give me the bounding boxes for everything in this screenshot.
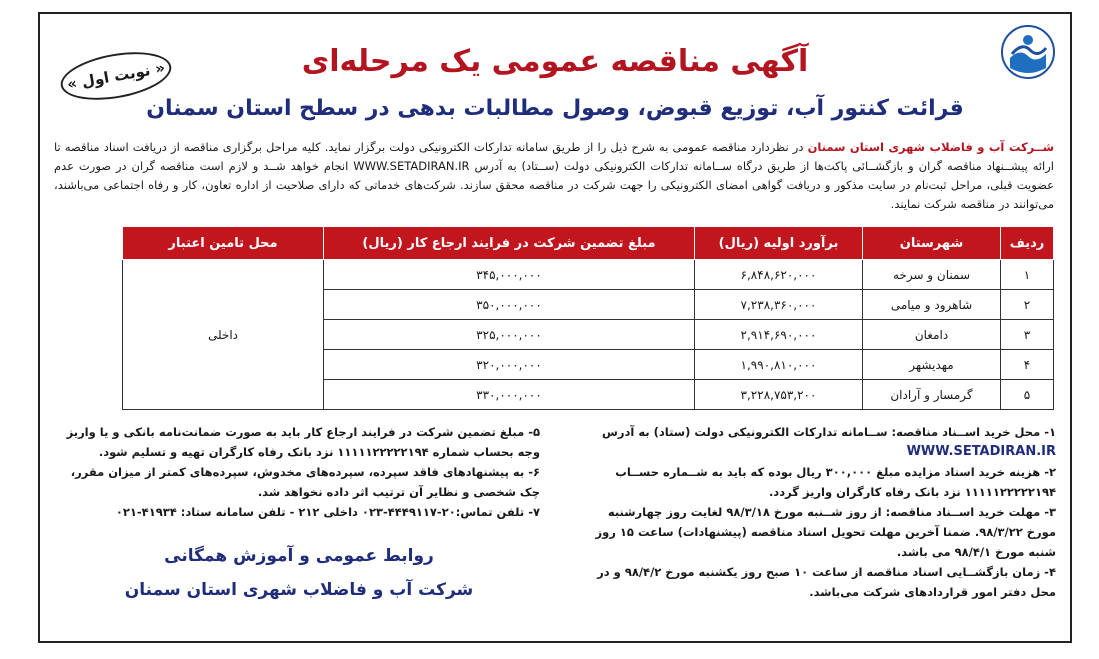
- guarantee: ۳۲۰,۰۰۰,۰۰۰: [324, 350, 695, 380]
- signature-company: شرکت آب و فاضلاب شهری استان سمنان: [124, 580, 474, 600]
- row-number: ۲: [1001, 290, 1054, 320]
- header-city: شهرستان: [863, 227, 1001, 260]
- note-1: ۱- محل خرید اســناد مناقصه: ســامانه تدارکات الکترونیکی دولت (ستاد) به آدرس: [602, 425, 1056, 439]
- header-estimate: برآورد اولیه (ریال): [695, 227, 863, 260]
- note-5: ۵- مبلغ تضمین شرکت در فرایند ارجاع کار باید به صورت ضمانت‌نامه بانکی و یا واریز وجه بحساب شماره ۱۱۱۱۱۲۲۲۲۲۱۹۴ نزد بانک رفاه کارگران تهیه و تسلیم شود.: [66, 425, 540, 459]
- guarantee: ۳۳۰,۰۰۰,۰۰۰: [324, 380, 695, 410]
- intro-paragraph: [54, 138, 1054, 214]
- estimate: ۲,۹۱۴,۶۹۰,۰۰۰: [695, 320, 863, 350]
- header-funding: محل تامین اعتبار: [123, 227, 324, 260]
- table-header-row: [123, 227, 1054, 260]
- row-number: ۵: [1001, 380, 1054, 410]
- row-number: ۳: [1001, 320, 1054, 350]
- city: دامغان: [863, 320, 1001, 350]
- city: شاهرود و میامی: [863, 290, 1001, 320]
- signature-department: روابط عمومی و آموزش همگانی: [164, 546, 434, 566]
- row-number: ۱: [1001, 260, 1054, 290]
- tender-table: [122, 226, 1054, 410]
- city: سمنان و سرخه: [863, 260, 1001, 290]
- funding-source: داخلی: [123, 260, 324, 410]
- notes-left-column: [58, 422, 540, 522]
- organization-name: شــرکت آب و فاضلاب شهری استان سمنان: [807, 140, 1055, 154]
- notice-frame: [38, 12, 1072, 643]
- estimate: ۷,۲۳۸,۳۶۰,۰۰۰: [695, 290, 863, 320]
- notes-right-column: [586, 422, 1056, 602]
- guarantee: ۳۵۰,۰۰۰,۰۰۰: [324, 290, 695, 320]
- city: مهدیشهر: [863, 350, 1001, 380]
- website-link[interactable]: WWW.SETADIRAN.IR: [906, 444, 1056, 459]
- note-2: ۲- هزینه خرید اسناد مزایده مبلغ ۳۰۰,۰۰۰ ریال بوده که باید به شــماره حســاب ۱۱۱۱۱۲۲۲۲۲۱۹۴ نزد بانک رفاه کارگران واریز گردد.: [615, 465, 1056, 499]
- estimate: ۱,۹۹۰,۸۱۰,۰۰۰: [695, 350, 863, 380]
- guarantee: ۳۲۵,۰۰۰,۰۰۰: [324, 320, 695, 350]
- header-row-number: ردیف: [1001, 227, 1054, 260]
- notice-title: آگهی مناقصه عمومی یک مرحله‌ای: [301, 44, 809, 79]
- intro-text: در نظردارد مناقصه عمومی به شرح ذیل را از طریق سامانه تدارکات الکترونیکی دولت برگزار نماید. کلیه مراحل برگزاری مناقصه از دریافت اسناد مناقصه تا ارائه پیشــنهاد مناقصه گران و بازگشــائی پاکت‌ها از طریق درگاه ســامانه تدارکات الکترونیکی دولت (ســتاد) به آدرس WWW.SETADIRAN.IR انجام خواهد شــد و لازم است مناقصه گران در صورت عدم عضویت قبلی، مراحل ثبت‌نام در سایت مذکور و دریافت گواهی امضای الکترونیکی را جهت شرکت در مناقصه محقق سازند. شرکت‌های خدماتی که دارای صلاحیت از اداره تعاون، کار و رفاه اجتماعی می‌باشند، می‌توانند در مناقصه شرکت نمایند.: [54, 140, 1054, 211]
- guarantee: ۳۴۵,۰۰۰,۰۰۰: [324, 260, 695, 290]
- city: گرمسار و آرادان: [863, 380, 1001, 410]
- header-guarantee: مبلغ تضمین شرکت در فرایند ارجاع کار (ریال): [324, 227, 695, 260]
- estimate: ۶,۸۴۸,۶۲۰,۰۰۰: [695, 260, 863, 290]
- notice-subtitle: قرائت کنتور آب، توزیع قبوض، وصول مطالبات بدهی در سطح استان سمنان: [146, 96, 964, 121]
- note-7: ۷- تلفن تماس:۲۰-۴۴۴۹۱۱۷-۰۲۳ داخلی ۲۱۲ - تلفن سامانه ستاد: ۴۱۹۳۴-۰۲۱: [115, 505, 540, 519]
- note-3: ۳- مهلت خرید اســناد مناقصه: از روز شــنبه مورخ ۹۸/۳/۱۸ لغایت روز چهارشنبه مورخ ۹۸/۳/۲۲. ضمنا آخرین مهلت تحویل اسناد مناقصه (پیشنهادات) ساعت ۱۵ روز شنبه مورخ ۹۸/۴/۱ می باشد.: [595, 505, 1056, 559]
- estimate: ۳,۲۲۸,۷۵۳,۲۰۰: [695, 380, 863, 410]
- note-4: ۴- زمان بازگشــایی اسناد مناقصه از ساعت ۱۰ صبح روز یکشنبه مورخ ۹۸/۴/۲ و در محل دفتر امور قراردادهای شرکت می‌باشد.: [597, 565, 1056, 599]
- table-row: [123, 260, 1054, 290]
- first-round-badge: « نوبت اول »: [57, 45, 175, 108]
- row-number: ۴: [1001, 350, 1054, 380]
- note-6: ۶- به پیشنهادهای فاقد سپرده، سپرده‌های مخدوش، سپرده‌های کمتر از میزان مقرر، چک شخصی و نظایر آن ترتیب اثر داده نخواهد شد.: [70, 465, 540, 499]
